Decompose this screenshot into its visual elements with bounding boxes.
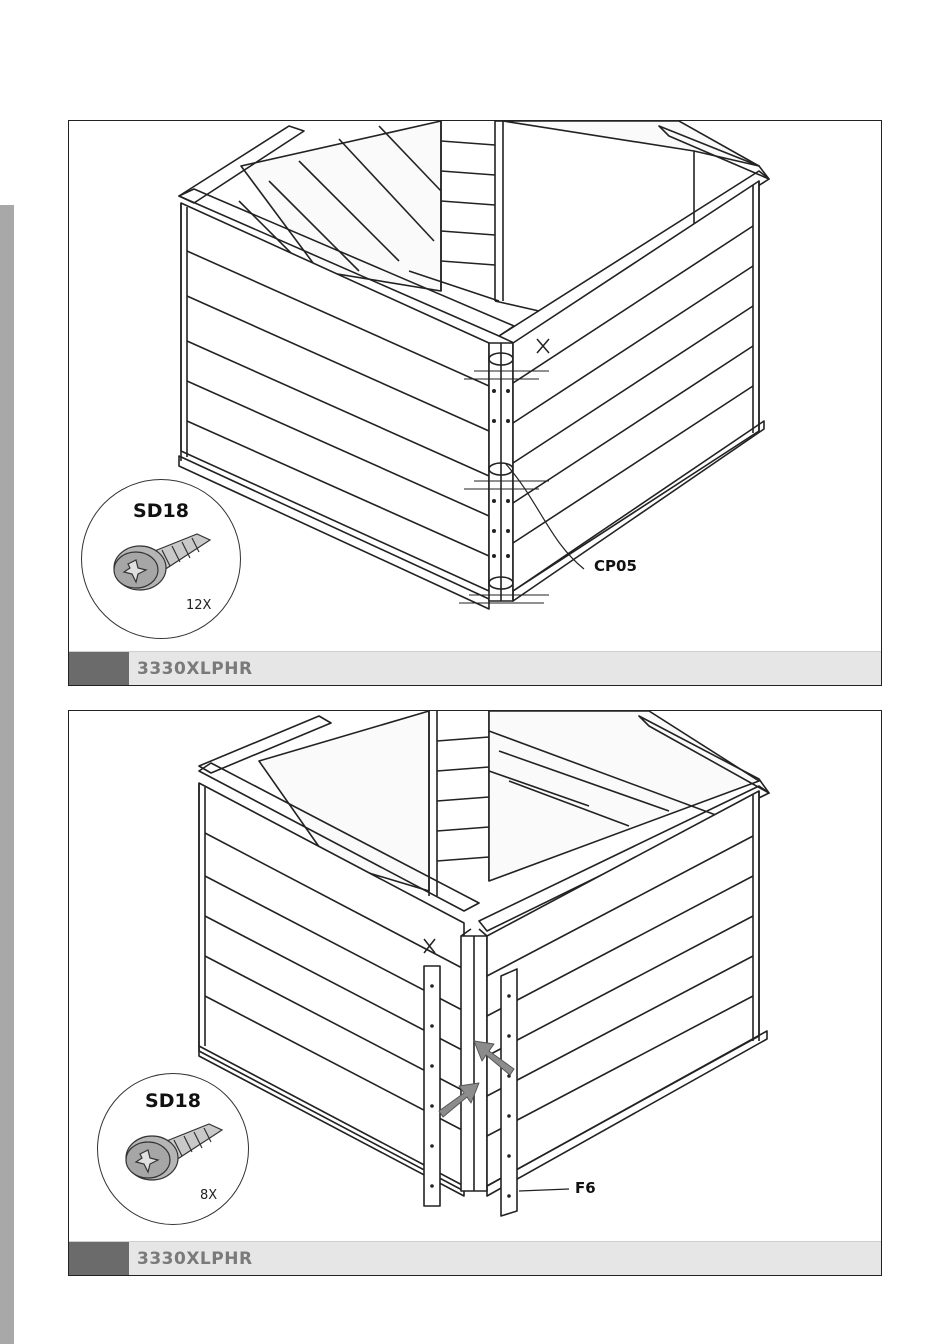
screw-code: SD18 — [133, 500, 189, 522]
model-code: 3330XLPHR — [137, 1249, 253, 1269]
screw-quantity: 12X — [186, 598, 212, 613]
step-footer — [69, 651, 881, 685]
step-number-block — [69, 652, 129, 685]
page-side-bar — [0, 205, 14, 1344]
self-drilling-screw-icon — [114, 1112, 234, 1192]
part-callout-label: F6 — [575, 1179, 596, 1197]
screw-quantity: 8X — [200, 1188, 218, 1203]
screw-callout-circle — [81, 479, 241, 639]
model-code: 3330XLPHR — [137, 659, 253, 679]
step-number-block — [69, 1242, 129, 1275]
step-footer — [69, 1241, 881, 1275]
assembly-step-panel-1 — [68, 120, 882, 686]
self-drilling-screw-icon — [102, 522, 222, 602]
assembly-step-panel-2 — [68, 710, 882, 1276]
part-callout-label: CP05 — [594, 557, 637, 575]
screw-code: SD18 — [145, 1090, 201, 1112]
screw-callout-circle — [97, 1073, 249, 1225]
